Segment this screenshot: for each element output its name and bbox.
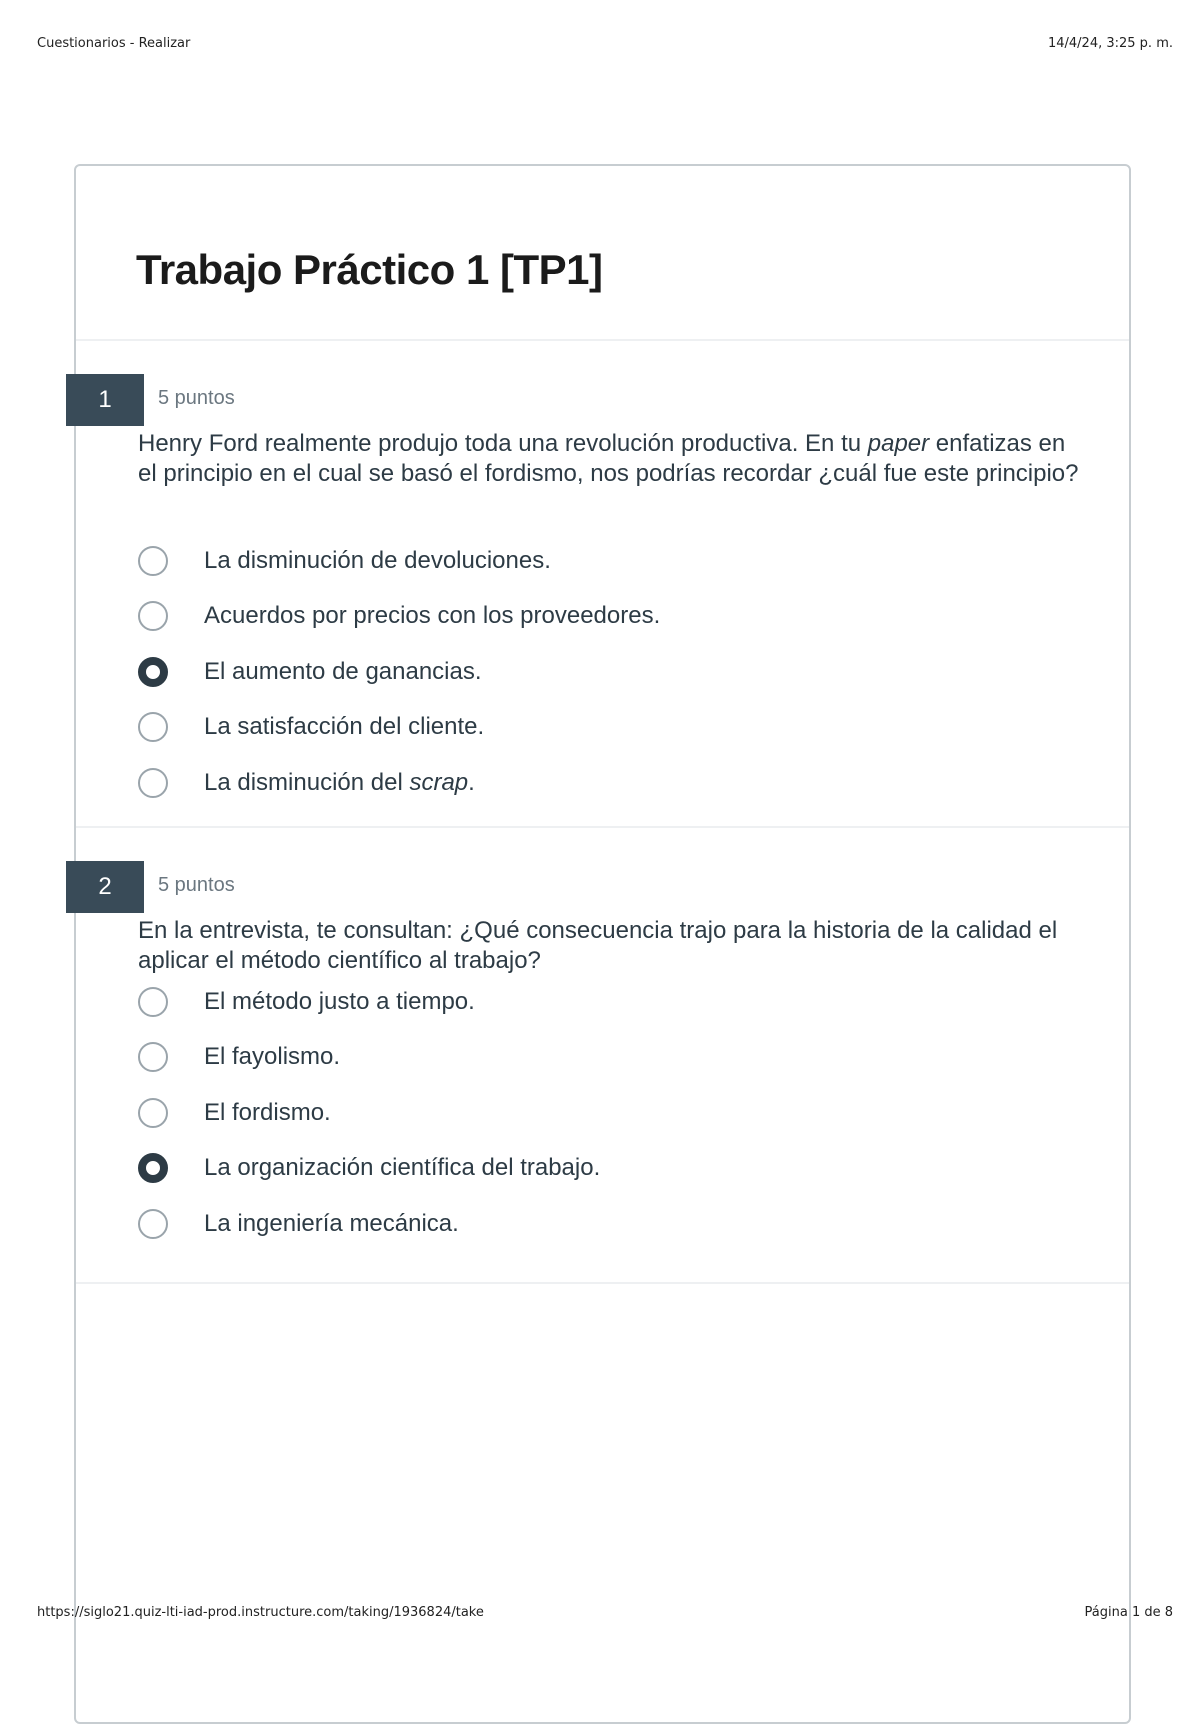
answer-option[interactable] [138,974,1038,1030]
radio-button[interactable] [138,1209,168,1239]
answer-label[interactable] [204,769,475,797]
answer-label[interactable]: La satisfacción del cliente. [204,713,485,741]
question-2 [76,828,1129,1284]
radio-button[interactable] [138,1042,168,1072]
question-text [138,429,1088,489]
radio-button[interactable] [138,768,168,798]
answer-option[interactable] [138,755,1038,811]
radio-button-selected[interactable] [138,1153,168,1183]
answer-label[interactable]: La ingeniería mecánica. [204,1209,459,1237]
print-header-title: Cuestionarios - Realizar [37,36,191,51]
radio-button[interactable] [138,712,168,742]
answer-label[interactable]: El método justo a tiempo. [204,987,475,1015]
answer-option[interactable] [138,1085,1038,1141]
print-footer [37,1605,1173,1620]
question-number: 1 [66,374,144,426]
radio-button-selected[interactable] [138,657,168,687]
quiz-header [76,166,1129,341]
answer-option[interactable] [138,533,1038,589]
answer-label-italic: scrap [409,768,469,796]
radio-button[interactable] [138,601,168,631]
answer-option[interactable] [138,589,1038,645]
answer-label[interactable]: El fordismo. [204,1098,331,1126]
print-footer-page: Página 1 de 8 [1084,1605,1173,1620]
answer-list [138,974,1038,1252]
radio-button[interactable] [138,546,168,576]
answer-option-selected[interactable] [138,644,1038,700]
answer-option[interactable] [138,1030,1038,1086]
quiz-card [74,164,1131,1724]
question-text: En la entrevista, te consultan: ¿Qué consecuencia trajo para la historia de la calidad el aplicar el método científico al trabajo? [138,917,1058,974]
answer-label-part: La disminución del [204,768,410,796]
answer-label[interactable]: La disminución de devoluciones. [204,546,551,574]
question-points: 5 puntos [158,874,235,896]
radio-button[interactable] [138,1098,168,1128]
print-header-datetime: 14/4/24, 3:25 p. m. [1047,36,1173,51]
answer-label[interactable]: Acuerdos por precios con los proveedores. [204,602,661,630]
answer-label[interactable]: El fayolismo. [204,1043,341,1071]
answer-option[interactable] [138,1196,1038,1252]
answer-option[interactable] [138,700,1038,756]
quiz-title: Trabajo Práctico 1 [TP1] [136,246,603,293]
print-header [37,36,1173,51]
radio-button[interactable] [138,987,168,1017]
print-footer-url: https://siglo21.quiz-lti-iad-prod.instructure.com/taking/1936824/take [37,1605,484,1620]
question-number: 2 [66,861,144,913]
answer-label[interactable]: La organización científica del trabajo. [204,1154,601,1182]
answer-label-part: . [468,768,475,796]
question-points: 5 puntos [158,387,235,409]
answer-option-selected[interactable] [138,1141,1038,1197]
question-1 [76,341,1129,828]
question-text-part: enfatizas en el principio en el cual se basó el fordismo, nos podrías recordar ¿cuál fue este principio? [138,430,1079,487]
question-text-italic: paper [867,430,930,457]
answer-list [138,533,1038,811]
question-text-part: Henry Ford realmente produjo toda una revolución productiva. En tu [138,430,868,457]
answer-label[interactable]: El aumento de ganancias. [204,657,482,685]
